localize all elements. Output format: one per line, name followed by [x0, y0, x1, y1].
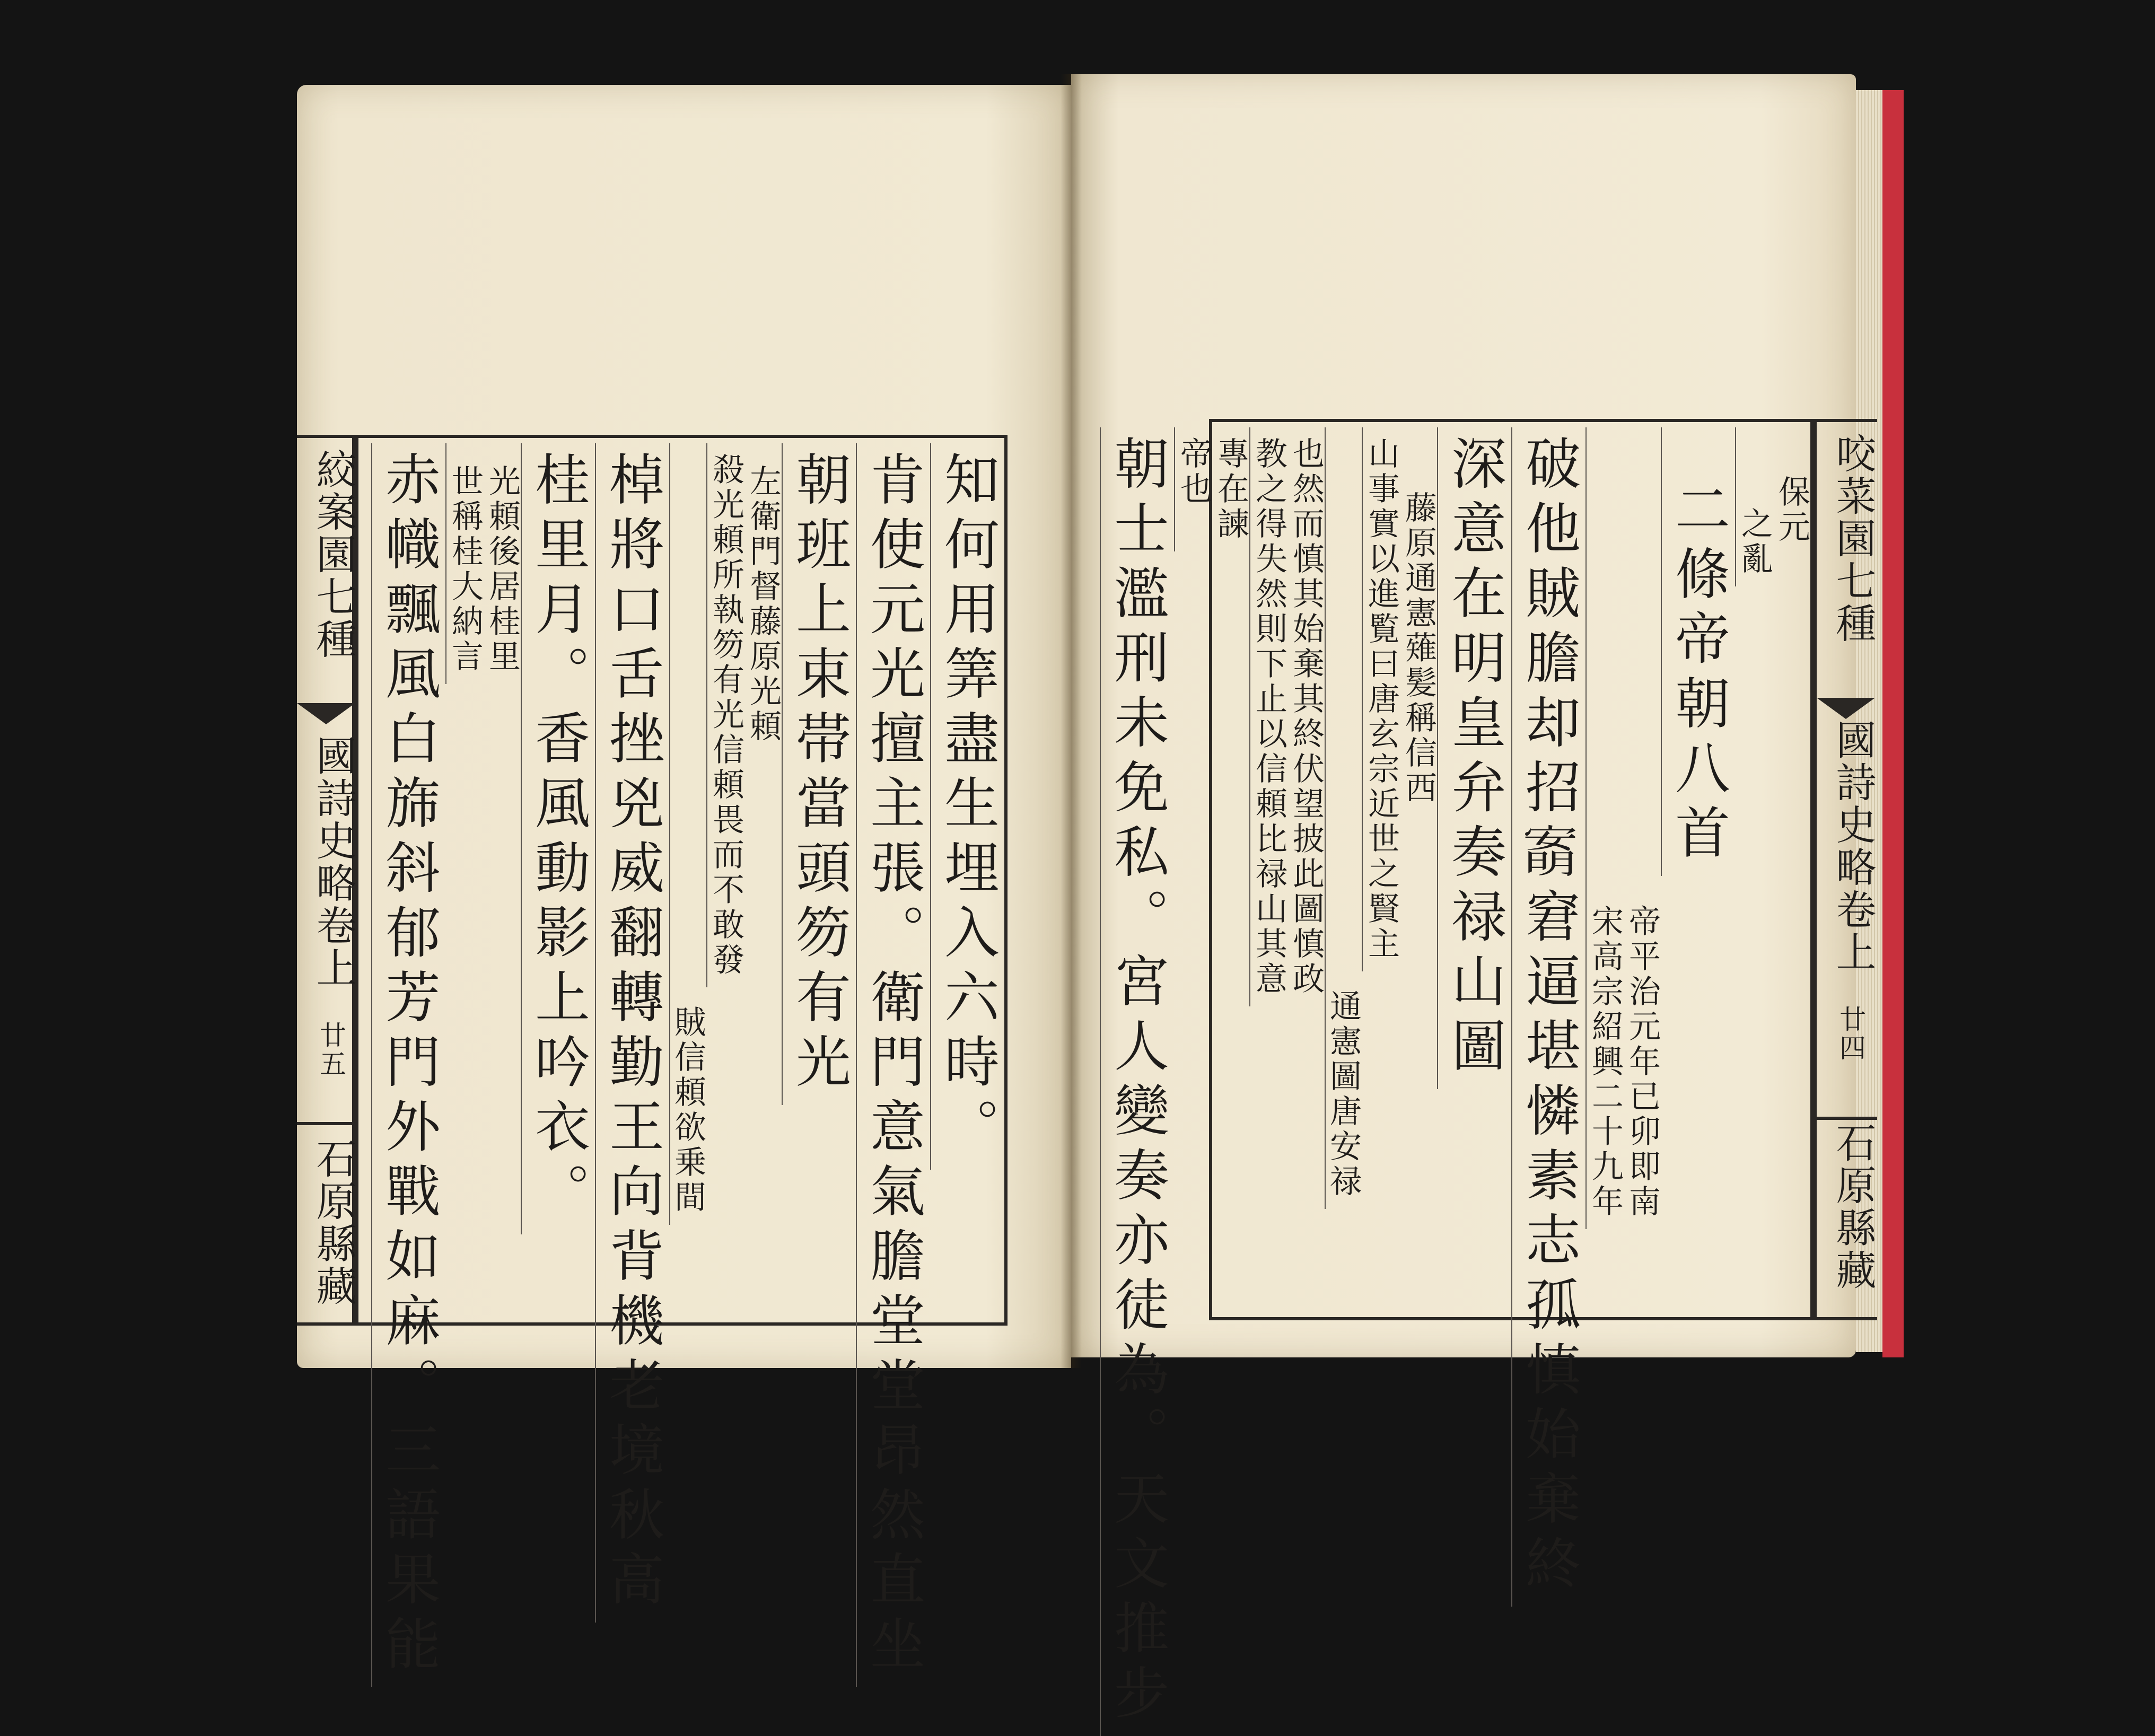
left-note-1b: 殺光頼所執笏有光信頼畏而不敢發 [707, 453, 744, 978]
right-fishtail-mark [1817, 698, 1875, 719]
right-note-pair-3 [1362, 427, 1437, 971]
right-note-pair-2 [1585, 427, 1661, 1229]
left-text-frame [355, 435, 1008, 1680]
left-note-3b: 世稱桂大納言 [446, 464, 484, 674]
right-spine-folio: 廿四 [1835, 1005, 1866, 1063]
left-spine-folio: 廿五 [316, 1021, 346, 1079]
left-note-3a: 光頼後居桂里 [484, 464, 521, 674]
right-spine-publisher: 石原縣藏 [1829, 1122, 1877, 1292]
right-column-4: 朝士濫刑未免私。宮人變奏亦徒為。天文推步 [1100, 427, 1174, 1736]
left-column-3: 朝班上束帯當頭笏有光 [782, 443, 856, 1105]
left-note-pair-2 [445, 443, 521, 684]
left-column-2: 肯使元光擅主張。衛門意氣膽堂堂昂然直坐 [856, 443, 930, 1687]
right-column-1: 二條帝朝八首 [1661, 427, 1735, 876]
left-spine-volume: 國詩史略卷上 [310, 735, 357, 989]
right-note-pair-5 [1174, 427, 1249, 551]
right-note-pair-4 [1249, 427, 1325, 1006]
right-note-1a: 保元 [1773, 475, 1810, 545]
left-spine-rule [297, 1122, 352, 1125]
right-spine-volume: 國詩史略卷上 [1829, 719, 1877, 974]
left-spine-publisher: 石原縣藏 [310, 1138, 357, 1308]
left-fishtail-mark [297, 703, 355, 724]
right-spine-title: 咬菜園七種 [1829, 433, 1877, 645]
left-note-1a: 左衛門督藤原光頼 [744, 464, 782, 744]
left-column-4: 棹將口舌挫兇威翻轉勤王向背機老境秋高 [595, 443, 669, 1623]
left-note-pair-1 [706, 443, 782, 987]
right-note-2b: 宋高宗紹興二十九年 [1587, 905, 1624, 1220]
right-text-frame [1105, 419, 1814, 1729]
left-column-6: 赤幟飄風白旆斜郁芳門外戰如麻。三語果能 [371, 443, 445, 1687]
right-column-2: 破他賊膽却招𡪙窘逼堪憐素志孤慎始棄終 [1511, 427, 1585, 1607]
book-gutter [1061, 74, 1082, 1368]
right-note-5b: 教之得失然則下止以信頼比禄山其意 [1250, 437, 1287, 997]
red-cover-edge [1882, 90, 1904, 1357]
right-column-3: 深意在明皇弁奏禄山圖 [1437, 427, 1511, 1089]
left-column-5: 桂里月。香風動影上吟衣。 [521, 443, 595, 1234]
left-column-1: 知何用筭盡生埋入六時。 [930, 443, 1004, 1170]
right-note-4: 通憲圖唐安禄 [1325, 427, 1362, 1209]
open-book [297, 74, 1898, 1729]
right-spine-strip [1814, 419, 1877, 1320]
right-spine-rule [1817, 1117, 1877, 1120]
right-note-3a: 藤原通憲薙髪稱信西 [1400, 491, 1437, 806]
left-spine-strip [297, 435, 355, 1326]
right-note-pair-1 [1735, 427, 1810, 586]
right-note-5a: 也然而慎其始棄其終伏望披此圖慎政 [1287, 437, 1325, 997]
right-note-6b: 帝也 [1175, 437, 1212, 507]
right-note-2a: 帝平治元年已卯即南 [1624, 905, 1661, 1220]
left-spine-title: 絞案園七種 [310, 449, 357, 661]
right-note-3b: 山事實以進覧曰唐玄宗近世之賢主 [1363, 437, 1400, 962]
right-note-1b: 之亂 [1736, 507, 1773, 577]
left-note-2: 賊信頼欲乗間 [669, 443, 706, 1225]
right-note-6a: 專在諫 [1212, 437, 1249, 542]
